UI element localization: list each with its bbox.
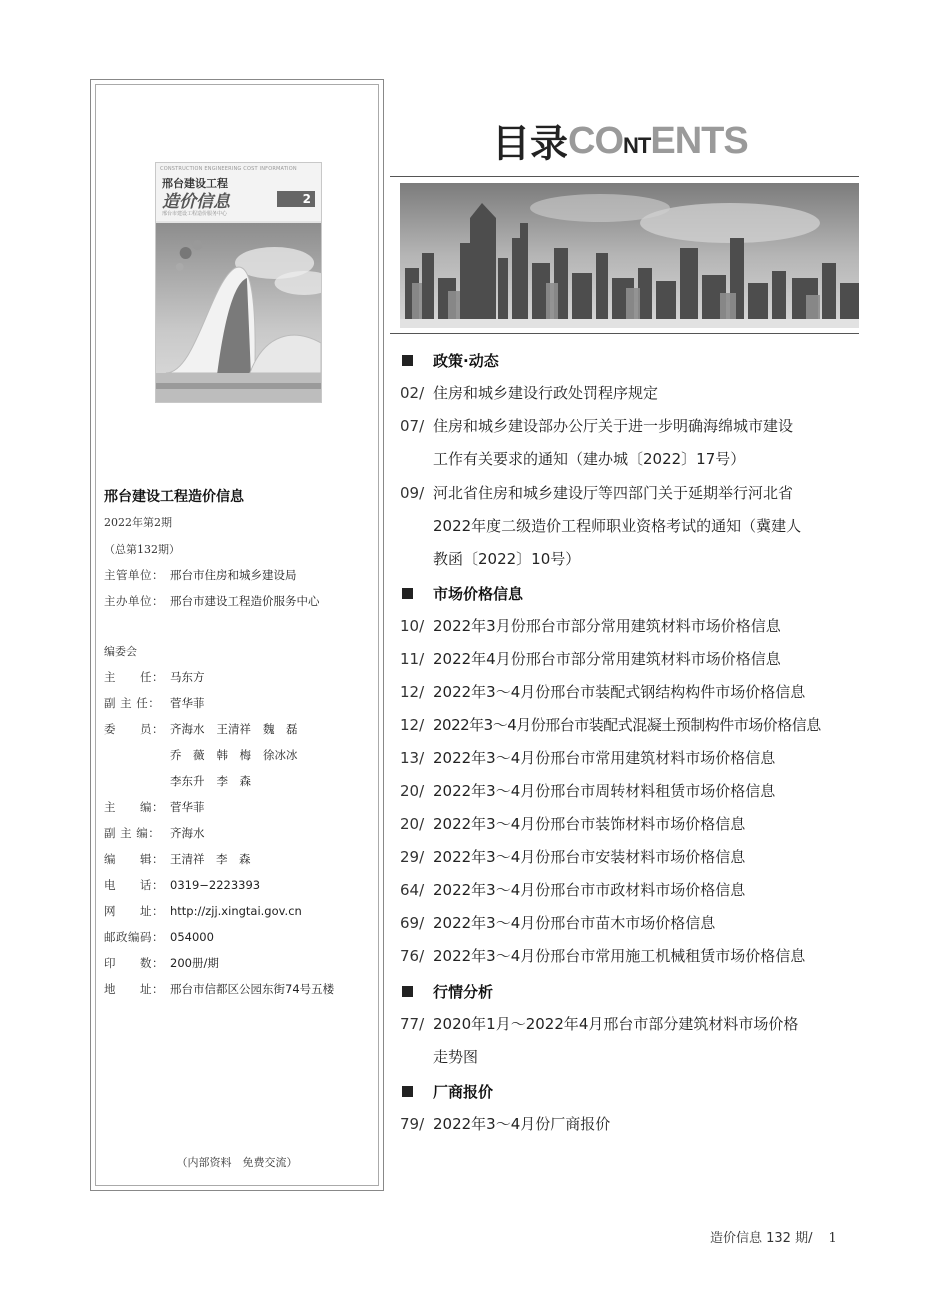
toc-entry-page: 29/ <box>400 848 425 866</box>
toc-entry-page: 76/ <box>400 947 425 965</box>
deputy-director-row <box>104 695 205 711</box>
toc-entry[interactable] <box>400 742 775 775</box>
page-footer <box>710 1227 837 1246</box>
address-value: 邢台市信都区公园东街74号五楼 <box>170 982 335 996</box>
toc-entry-title: 2022年3～4月份邢台市市政材料市场价格信息 <box>433 881 746 899</box>
toc-entry-title: 2022年3～4月份邢台市常用建筑材料市场价格信息 <box>433 749 776 767</box>
toc-entry-page: 13/ <box>400 749 425 767</box>
supervisor-row <box>104 567 297 583</box>
section-title: 厂商报价 <box>433 1083 494 1101</box>
toc-entry-page: 10/ <box>400 617 425 635</box>
section-policy <box>402 350 499 371</box>
toc-entry-page: 69/ <box>400 914 425 932</box>
toc-entry-title: 2022年3～4月份邢台市苗木市场价格信息 <box>433 914 716 932</box>
contents-heading-en: CONTENTS <box>568 120 748 162</box>
issue-number: 2022年第2期 <box>104 516 172 529</box>
members-row-2 <box>104 747 310 763</box>
toc-entry-page: 02/ <box>400 384 425 402</box>
toc-entry-title: 2022年3～4月份邢台市周转材料租赁市场价格信息 <box>433 782 776 800</box>
cover-english-title: CONSTRUCTION ENGINEERING COST INFORMATION <box>160 166 297 172</box>
editors-row <box>104 851 251 867</box>
toc-entry[interactable] <box>400 1108 610 1141</box>
toc-entry-title: 2022年3～4月份邢台市装饰材料市场价格信息 <box>433 815 746 833</box>
toc-entry-title: 2022年3～4月份厂商报价 <box>433 1115 611 1133</box>
member-name: 李 森 <box>216 774 251 788</box>
toc-entry-title-continued: 走势图 <box>433 1048 479 1066</box>
toc-entry-page: 79/ <box>400 1115 425 1133</box>
member-name: 乔 薇 <box>170 748 205 762</box>
members-label: 委 员： <box>104 722 164 736</box>
cover-issue-badge: 2 <box>277 191 315 207</box>
toc-entry[interactable] <box>400 1008 798 1074</box>
print-run-value: 200册/期 <box>170 956 219 970</box>
total-issue-number: （总第132期） <box>104 543 180 556</box>
toc-entry-title: 2022年3月份邢台市部分常用建筑材料市场价格信息 <box>433 617 781 635</box>
contents-heading-cn: 目录 <box>492 120 569 166</box>
toc-entry[interactable] <box>400 775 775 808</box>
phone-label: 电 话： <box>104 878 164 892</box>
magazine-title: 邢台建设工程造价信息 <box>104 489 244 505</box>
postcode-value: 054000 <box>170 930 214 944</box>
toc-entry-title: 2022年3～4月份邢台市常用施工机械租赁市场价格信息 <box>433 947 806 965</box>
city-skyline-banner <box>400 183 859 328</box>
website-row <box>104 903 302 919</box>
toc-entry-title: 2020年1月～2022年4月邢台市部分建筑材料市场价格 <box>433 1015 799 1033</box>
toc-entry-page: 20/ <box>400 782 425 800</box>
page-number: 1 <box>828 1231 837 1246</box>
toc-entry-page: 07/ <box>400 417 425 435</box>
toc-entry-title: 住房和城乡建设行政处罚程序规定 <box>433 384 659 402</box>
toc-entry[interactable] <box>400 377 658 410</box>
director-label: 主 任： <box>104 670 164 684</box>
toc-entry-page: 77/ <box>400 1015 425 1033</box>
cover-title-line1: 邢台建设工程 <box>162 177 228 190</box>
toc-entry-title-continued: 工作有关要求的通知（建办城〔2022〕17号） <box>433 450 746 468</box>
print-run-label: 印 数： <box>104 956 164 970</box>
toc-entry-title: 2022年4月份邢台市部分常用建筑材料市场价格信息 <box>433 650 781 668</box>
chief-editor-value: 菅华菲 <box>170 800 205 814</box>
deputy-director-label: 副 主 任： <box>104 696 161 710</box>
toc-entry[interactable] <box>400 643 781 676</box>
phone-value: 0319−2223393 <box>170 878 261 892</box>
toc-entry[interactable] <box>400 808 745 841</box>
deputy-editor-label: 副 主 编： <box>104 826 161 840</box>
toc-entry-page: 12/ <box>400 716 425 734</box>
toc-entry-page: 09/ <box>400 484 425 502</box>
director-row <box>104 669 205 685</box>
section-bullet-icon <box>402 1086 413 1097</box>
toc-entry-title: 河北省住房和城乡建设厅等四部门关于延期举行河北省 <box>433 484 794 502</box>
toc-entry-page: 12/ <box>400 683 425 701</box>
toc-entry[interactable] <box>400 874 745 907</box>
member-name: 李东升 <box>170 774 205 788</box>
toc-entry-title: 2022年3～4月份邢台市装配式钢结构构件市场价格信息 <box>433 683 806 701</box>
member-name: 韩 梅 <box>216 748 251 762</box>
toc-entry[interactable] <box>400 610 781 643</box>
toc-entry[interactable] <box>400 410 793 476</box>
toc-entry-page: 64/ <box>400 881 425 899</box>
cover-building-photo <box>156 223 321 403</box>
section-bullet-icon <box>402 986 413 997</box>
toc-entry-title-continued: 2022年度二级造价工程师职业资格考试的通知（冀建人 <box>433 517 802 535</box>
toc-entry[interactable] <box>400 676 805 709</box>
toc-entry-title: 住房和城乡建设部办公厅关于进一步明确海绵城市建设 <box>433 417 794 435</box>
section-market-analysis <box>402 981 493 1002</box>
supervisor-label: 主管单位： <box>104 568 164 582</box>
section-market-prices <box>402 583 523 604</box>
internal-material-note: （内部资料 免费交流） <box>176 1156 298 1169</box>
section-vendor-quotes <box>402 1081 493 1102</box>
postcode-row <box>104 929 214 945</box>
section-title: 行情分析 <box>433 983 494 1001</box>
contents-heading <box>492 116 748 171</box>
deputy-director-value: 菅华菲 <box>170 696 205 710</box>
toc-entry-page: 11/ <box>400 650 425 668</box>
postcode-label: 邮政编码： <box>104 930 164 944</box>
member-name: 魏 磊 <box>263 722 298 736</box>
sponsor-row <box>104 593 320 609</box>
editors-value: 王清祥 李 森 <box>170 852 251 866</box>
toc-entry[interactable] <box>400 477 801 576</box>
section-bullet-icon <box>402 355 413 366</box>
sponsor-label: 主办单位： <box>104 594 164 608</box>
banner-divider <box>390 333 859 334</box>
member-name: 王清祥 <box>216 722 251 736</box>
chief-editor-label: 主 编： <box>104 800 164 814</box>
director-value: 马东方 <box>170 670 205 684</box>
toc-entry-title: 2022年3～4月份邢台市装配式混凝土预制构件市场价格信息 <box>433 716 821 734</box>
editorial-committee-heading: 编委会 <box>104 645 137 658</box>
member-name: 徐冰冰 <box>263 748 298 762</box>
toc-entry[interactable] <box>400 907 715 940</box>
address-label: 地 址： <box>104 982 164 996</box>
print-run-row <box>104 955 219 971</box>
toc-entry[interactable] <box>400 709 821 742</box>
section-title: 市场价格信息 <box>433 585 524 603</box>
footer-label: 造价信息 132 期/ <box>710 1231 813 1246</box>
address-row <box>104 981 334 997</box>
chief-editor-row <box>104 799 205 815</box>
deputy-editor-value: 齐海水 <box>170 826 205 840</box>
magazine-cover-image <box>155 162 322 403</box>
website-label: 网 址： <box>104 904 164 918</box>
cover-title-line2: 造价信息 <box>162 192 230 212</box>
member-name: 齐海水 <box>170 722 205 736</box>
heading-divider <box>390 176 859 177</box>
phone-row <box>104 877 260 893</box>
toc-entry-page: 20/ <box>400 815 425 833</box>
cover-subtitle: 邢台市建设工程造价服务中心 <box>162 211 228 217</box>
section-bullet-icon <box>402 588 413 599</box>
website-link[interactable]: http://zjj.xingtai.gov.cn <box>170 904 302 918</box>
members-row-1 <box>104 721 310 737</box>
members-row-3 <box>104 773 263 789</box>
section-title: 政策·动态 <box>433 352 499 370</box>
toc-entry[interactable] <box>400 940 805 973</box>
editors-label: 编 辑： <box>104 852 164 866</box>
toc-entry[interactable] <box>400 841 745 874</box>
deputy-editor-row <box>104 825 205 841</box>
sponsor-value: 邢台市建设工程造价服务中心 <box>170 594 320 608</box>
toc-entry-title: 2022年3～4月份邢台市安装材料市场价格信息 <box>433 848 746 866</box>
toc-entry-title-continued: 教函〔2022〕10号） <box>433 550 581 568</box>
supervisor-value: 邢台市住房和城乡建设局 <box>170 568 297 582</box>
